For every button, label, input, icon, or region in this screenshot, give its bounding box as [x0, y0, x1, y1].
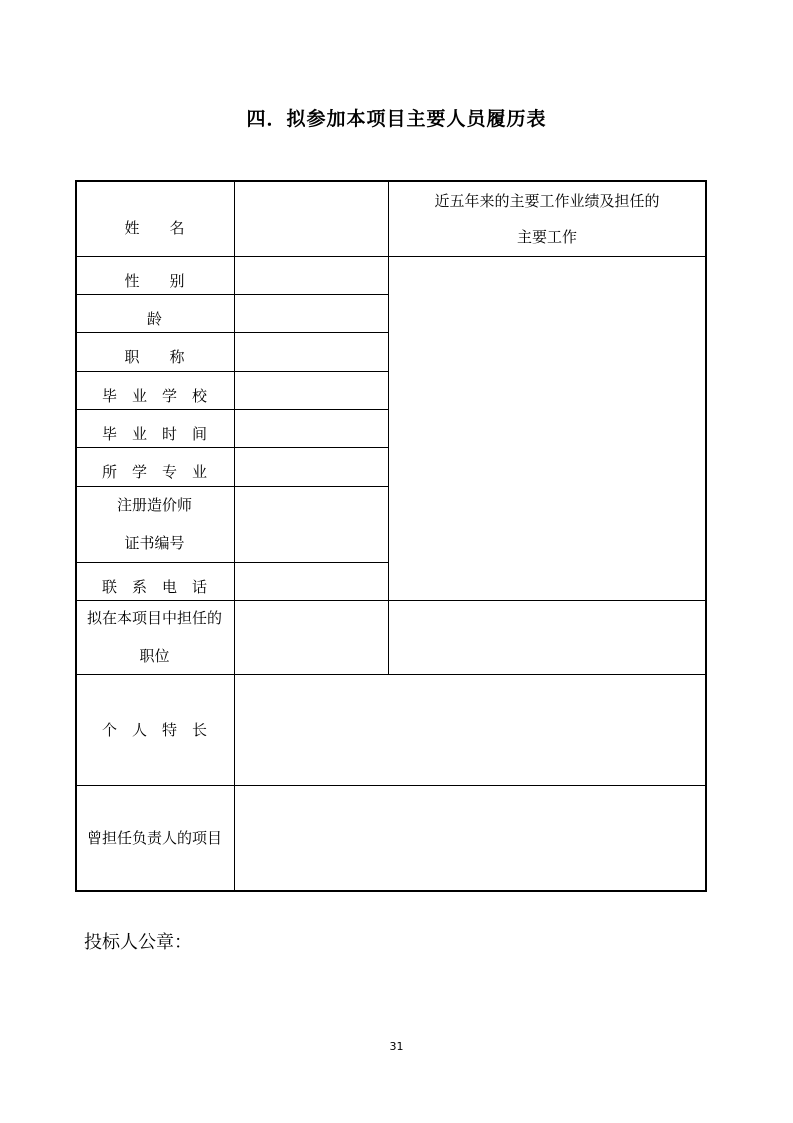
position-label-line2: 职位 — [139, 647, 170, 665]
phone-label: 联 系 电 话 — [101, 578, 207, 596]
age-value-cell[interactable] — [235, 295, 388, 332]
certificate-value-cell[interactable] — [235, 487, 388, 562]
position-label-line1: 拟在本项目中担任的 — [86, 609, 222, 627]
school-label: 毕 业 学 校 — [101, 387, 207, 405]
experience-value-cell[interactable] — [389, 257, 705, 600]
gender-label: 性 别 — [124, 272, 185, 290]
major-value-cell[interactable] — [235, 448, 388, 486]
job-title-value-cell[interactable] — [235, 333, 388, 371]
school-value-cell[interactable] — [235, 372, 388, 409]
gender-value-cell[interactable] — [235, 257, 388, 294]
experience-header-line2: 主要工作 — [516, 228, 577, 246]
name-value-cell[interactable] — [235, 180, 388, 256]
position-label — [75, 600, 234, 674]
certificate-label-line2: 证书编号 — [124, 534, 185, 552]
resume-table — [75, 180, 707, 892]
job-title-label: 职 称 — [124, 348, 185, 366]
specialty-label: 个 人 特 长 — [101, 720, 207, 739]
page-number: 31 — [389, 1040, 404, 1053]
experience-header — [389, 180, 705, 256]
major-label: 所 学 专 业 — [101, 463, 207, 481]
graduation-time-value-cell[interactable] — [235, 410, 388, 447]
projects-value-cell[interactable] — [235, 786, 705, 890]
bidder-seal-label: 投标人公章： — [84, 932, 192, 953]
phone-value-cell[interactable] — [235, 563, 388, 600]
specialty-value-cell[interactable] — [235, 675, 705, 785]
graduation-time-label: 毕 业 时 间 — [101, 425, 207, 443]
page-title: 四．拟参加本项目主要人员履历表 — [246, 108, 547, 130]
experience-header-line1: 近五年来的主要工作业绩及担任的 — [434, 192, 660, 210]
position-value-cell[interactable] — [235, 601, 388, 674]
age-label: 龄 — [146, 310, 162, 328]
certificate-label — [75, 486, 234, 562]
certificate-label-line1: 注册造价师 — [116, 496, 192, 514]
name-label: 姓 名 — [124, 219, 185, 237]
position-extra-cell[interactable] — [389, 601, 705, 674]
projects-label: 曾担任负责人的项目 — [86, 829, 222, 847]
